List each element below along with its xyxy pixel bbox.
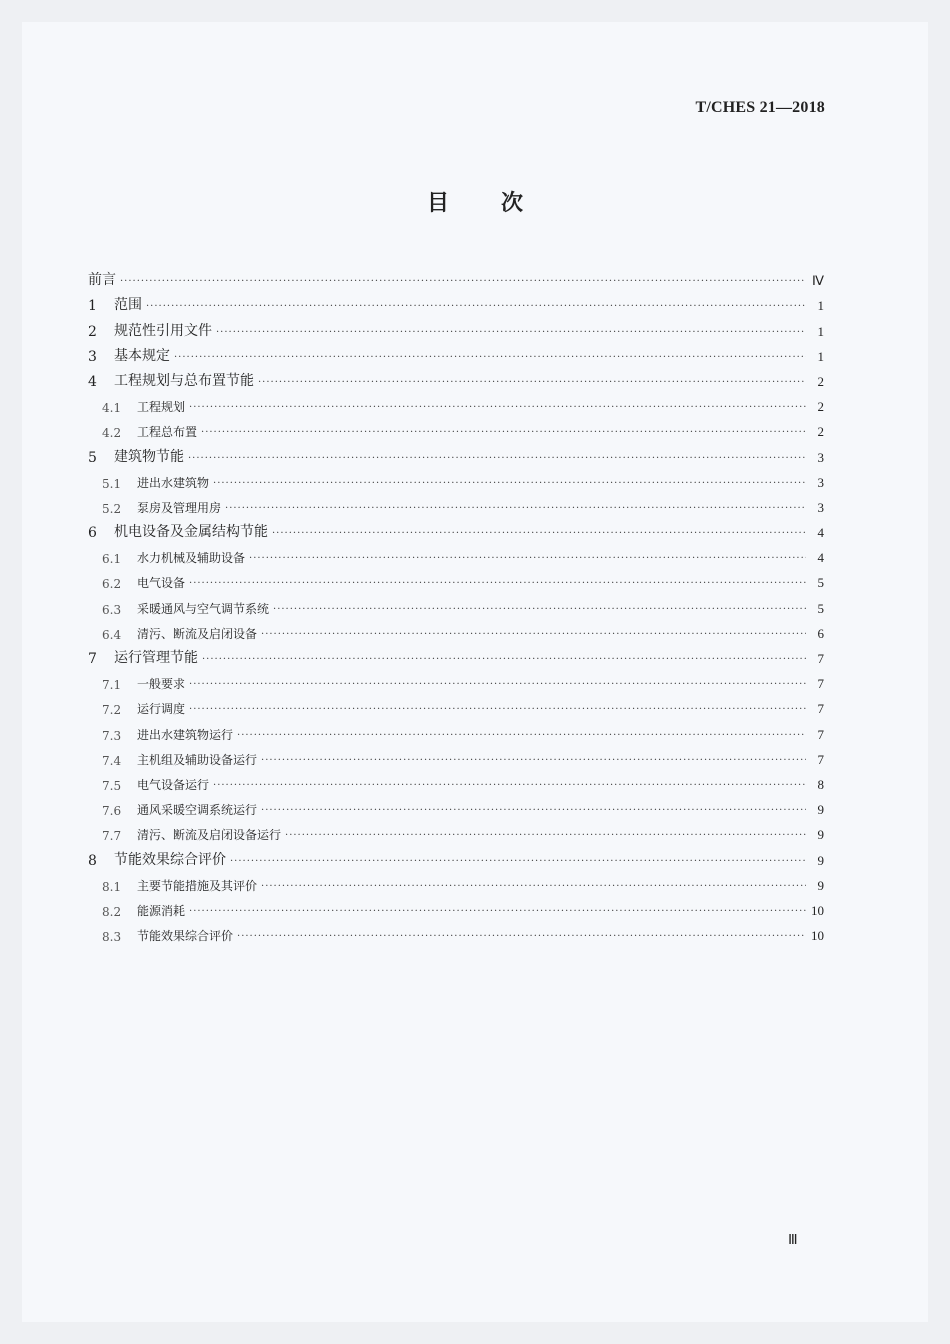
toc-entry-number: 7.6 xyxy=(102,804,122,819)
toc-entry-page: 1 xyxy=(817,348,824,364)
toc-entry-page: 10 xyxy=(811,928,824,944)
toc-leader-dots xyxy=(258,376,806,390)
toc-entry[interactable] xyxy=(88,667,824,692)
toc-leader-dots xyxy=(188,452,806,466)
toc-entry-label: 进出水建筑物运行 xyxy=(137,727,234,742)
toc-entry-label: 电气设备 xyxy=(137,576,186,591)
toc-entry-number: 6.1 xyxy=(102,552,122,567)
toc-entry-page: 3 xyxy=(817,449,824,465)
toc-entry-label: 采暖通风与空气调节系统 xyxy=(137,601,270,616)
toc-entry-label: 运行调度 xyxy=(137,702,186,717)
toc-entry-number: 8.2 xyxy=(102,904,122,919)
toc-entry[interactable] xyxy=(88,617,824,642)
toc-entry[interactable] xyxy=(88,466,824,491)
toc-entry-number: 6.4 xyxy=(102,627,122,642)
toc-entry[interactable] xyxy=(88,516,824,541)
toc-entry[interactable] xyxy=(88,843,824,868)
toc-entry-label: 前言 xyxy=(88,272,116,289)
toc-entry-number: 7.4 xyxy=(102,753,122,768)
toc-entry-page: 5 xyxy=(817,575,824,591)
toc-entry-page: 7 xyxy=(817,701,824,717)
toc-entry-number: 7 xyxy=(88,651,97,667)
toc-entry-number: 8.3 xyxy=(102,930,122,945)
toc-entry-label: 工程总布置 xyxy=(137,425,198,440)
toc-leader-dots xyxy=(189,401,806,415)
toc-entry-page: 9 xyxy=(817,877,824,893)
toc-entry-label: 通风采暖空调系统运行 xyxy=(137,803,258,818)
toc-entry-number: 8 xyxy=(88,852,97,869)
toc-entry-page: 7 xyxy=(817,651,824,666)
toc-leader-dots xyxy=(174,351,806,365)
toc-entry[interactable] xyxy=(88,692,824,717)
toc-entry-number: 4.1 xyxy=(102,401,122,416)
toc-entry[interactable] xyxy=(88,541,824,566)
toc-entry-label: 机电设备及金属结构节能 xyxy=(114,524,268,541)
toc-entry-number: 4 xyxy=(88,373,97,390)
toc-entry-number: 7.1 xyxy=(102,678,122,693)
toc-entry-page: 9 xyxy=(817,852,824,868)
toc-entry[interactable] xyxy=(88,491,824,516)
toc-entry[interactable] xyxy=(88,591,824,616)
toc-entry-number: 7.2 xyxy=(102,703,122,718)
toc-entry-number: 7.3 xyxy=(102,728,122,743)
toc-entry-page: 8 xyxy=(817,776,824,792)
toc-entry-label: 能源消耗 xyxy=(137,903,186,918)
toc-leader-dots xyxy=(261,880,806,894)
toc-entry[interactable] xyxy=(88,264,824,289)
page-title xyxy=(0,186,950,217)
toc-entry-number: 3 xyxy=(88,348,97,365)
title-char-2: 次 xyxy=(501,191,524,216)
toc-entry[interactable] xyxy=(88,365,824,390)
toc-entry-page: 4 xyxy=(817,525,824,541)
toc-entry[interactable] xyxy=(88,818,824,843)
toc-entry-label: 运行管理节能 xyxy=(114,650,198,666)
toc-entry-number: 7.7 xyxy=(102,829,122,844)
toc-entry-number: 1 xyxy=(88,298,97,315)
toc-entry-page: 1 xyxy=(817,298,824,314)
toc-entry[interactable] xyxy=(88,415,824,440)
toc-entry-page: 5 xyxy=(817,600,824,616)
toc-entry[interactable] xyxy=(88,793,824,818)
toc-entry-label: 泵房及管理用房 xyxy=(137,500,222,515)
toc-leader-dots xyxy=(189,905,806,919)
toc-entry[interactable] xyxy=(88,390,824,415)
toc-leader-dots xyxy=(216,326,806,340)
toc-entry-page: 2 xyxy=(817,373,824,389)
title-char-1: 目 xyxy=(426,191,449,216)
toc-entry-page: 2 xyxy=(817,399,824,415)
toc-entry-label: 建筑物节能 xyxy=(114,448,184,465)
table-of-contents xyxy=(88,264,824,944)
toc-entry-number: 2 xyxy=(88,323,97,340)
toc-leader-dots xyxy=(189,678,806,692)
toc-entry-page: 9 xyxy=(817,802,824,818)
toc-leader-dots xyxy=(189,703,806,717)
toc-leader-dots xyxy=(261,628,806,642)
toc-entry[interactable] xyxy=(88,340,824,365)
toc-entry-page: 4 xyxy=(817,550,824,566)
toc-entry[interactable] xyxy=(88,919,824,944)
toc-entry-label: 进出水建筑物 xyxy=(137,475,210,490)
toc-entry-page: 3 xyxy=(817,499,824,515)
toc-entry-label: 工程规划与总布置节能 xyxy=(114,372,254,389)
toc-entry[interactable] xyxy=(88,717,824,742)
toc-leader-dots xyxy=(213,477,806,491)
toc-entry-page: 7 xyxy=(817,726,824,742)
toc-entry-page: Ⅳ xyxy=(812,273,824,289)
toc-entry-label: 工程规划 xyxy=(137,400,186,415)
toc-entry-number: 5 xyxy=(88,449,97,466)
toc-entry-page: 6 xyxy=(817,625,824,641)
toc-leader-dots xyxy=(146,300,806,314)
toc-entry[interactable] xyxy=(88,314,824,339)
toc-entry[interactable] xyxy=(88,566,824,591)
toc-leader-dots xyxy=(261,804,806,818)
toc-leader-dots xyxy=(120,275,806,289)
toc-leader-dots xyxy=(285,829,806,843)
toc-entry-page: 7 xyxy=(817,751,824,767)
toc-entry[interactable] xyxy=(88,743,824,768)
toc-entry-label: 基本规定 xyxy=(114,347,170,364)
toc-leader-dots xyxy=(213,779,806,793)
toc-entry-number: 4.2 xyxy=(102,426,122,441)
toc-entry-label: 清污、断流及启闭设备运行 xyxy=(137,828,282,843)
toc-entry-page: 3 xyxy=(817,474,824,490)
toc-entry-page: 9 xyxy=(817,827,824,843)
toc-entry-number: 6 xyxy=(88,525,97,542)
toc-leader-dots xyxy=(189,577,806,591)
toc-entry[interactable] xyxy=(88,869,824,894)
toc-entry-label: 主要节能措施及其评价 xyxy=(137,878,258,893)
toc-entry[interactable] xyxy=(88,642,824,667)
toc-leader-dots xyxy=(237,729,806,743)
toc-entry-page: 10 xyxy=(811,902,824,918)
toc-entry-page: 7 xyxy=(817,676,824,692)
toc-entry-page: 1 xyxy=(817,323,824,339)
toc-entry-label: 主机组及辅助设备运行 xyxy=(137,752,258,767)
toc-entry-number: 5.1 xyxy=(102,476,122,491)
toc-entry-label: 一般要求 xyxy=(137,677,186,692)
toc-entry-label: 规范性引用文件 xyxy=(114,322,212,339)
toc-entry[interactable] xyxy=(88,894,824,919)
toc-entry-number: 7.5 xyxy=(102,778,122,793)
toc-entry-label: 节能效果综合评价 xyxy=(137,929,234,944)
toc-leader-dots xyxy=(230,855,806,869)
page-folio: Ⅲ xyxy=(788,1233,798,1248)
toc-entry-label: 水力机械及辅助设备 xyxy=(137,551,246,566)
toc-leader-dots xyxy=(225,502,806,516)
toc-entry[interactable] xyxy=(88,768,824,793)
toc-entry-label: 电气设备运行 xyxy=(137,777,210,792)
toc-entry[interactable] xyxy=(88,440,824,465)
toc-entry-label: 范围 xyxy=(114,297,142,314)
toc-leader-dots xyxy=(237,930,806,944)
toc-entry-page: 2 xyxy=(817,424,824,440)
toc-entry-number: 5.2 xyxy=(102,501,122,516)
toc-entry-label: 节能效果综合评价 xyxy=(114,851,226,868)
toc-leader-dots xyxy=(261,754,806,768)
toc-leader-dots xyxy=(273,603,806,617)
toc-entry[interactable] xyxy=(88,289,824,314)
document-identifier: T/CHES 21—2018 xyxy=(695,99,825,116)
toc-leader-dots xyxy=(272,527,806,541)
toc-entry-label: 清污、断流及启闭设备 xyxy=(137,626,258,641)
toc-leader-dots xyxy=(249,552,806,566)
toc-leader-dots xyxy=(201,426,806,440)
toc-entry-number: 6.3 xyxy=(102,602,122,617)
toc-entry-number: 8.1 xyxy=(102,879,122,894)
toc-leader-dots xyxy=(202,653,806,667)
toc-entry-number: 6.2 xyxy=(102,577,122,592)
